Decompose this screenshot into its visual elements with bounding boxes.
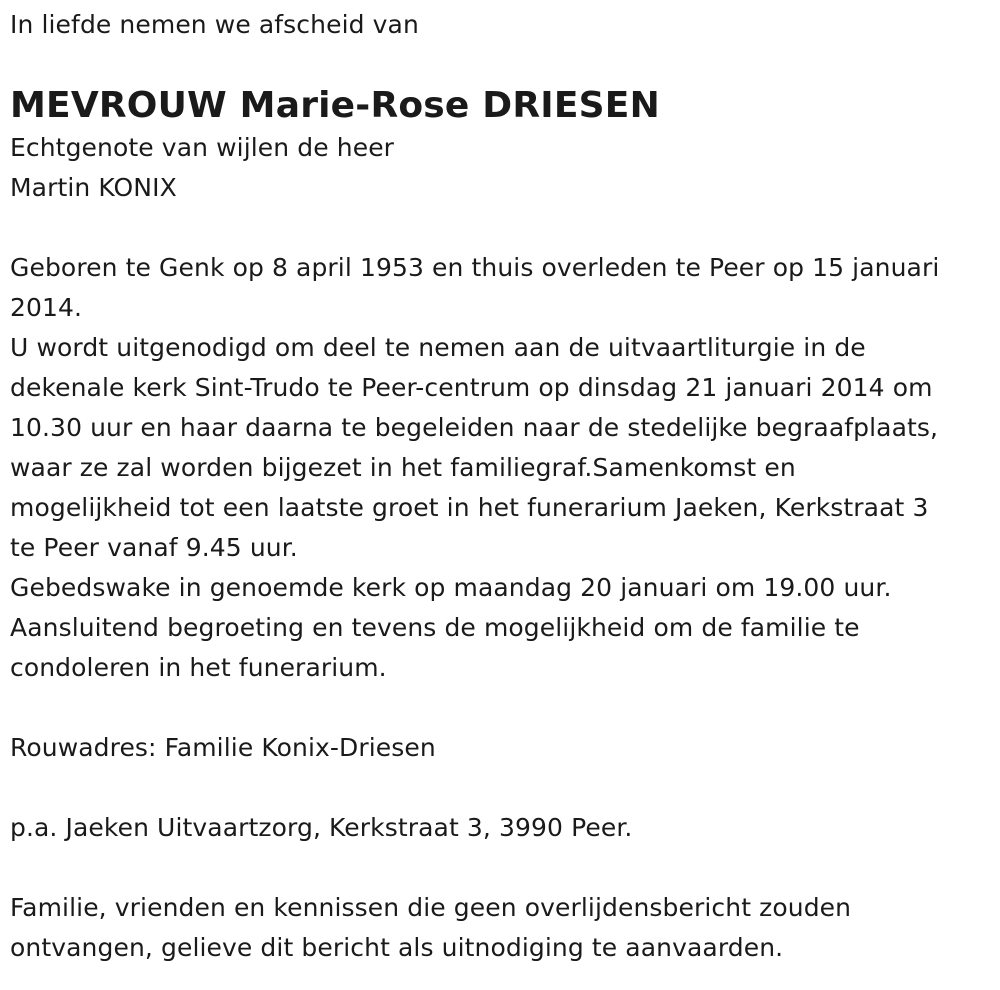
main-text-line: te Peer vanaf 9.45 uur.: [10, 533, 298, 562]
closing-block: [10, 888, 1000, 968]
spouse-line: Echtgenote van wijlen de heer: [10, 133, 395, 162]
spouse-line: Martin KONIX: [10, 173, 177, 202]
deceased-name: MEVROUW Marie-Rose DRIESEN: [10, 85, 660, 126]
closing-line: ontvangen, gelieve dit bericht als uitnodiging te aanvaarden.: [10, 933, 784, 962]
intro-text: In liefde nemen we afscheid van: [10, 10, 419, 39]
main-text-line: U wordt uitgenodigd om deel te nemen aan de uitvaartliturgie in de: [10, 333, 866, 362]
main-text-line: dekenale kerk Sint-Trudo te Peer-centrum op dinsdag 21 januari 2014 om: [10, 373, 933, 402]
rouwadres: Rouwadres: Familie Konix-Driesen: [10, 733, 436, 762]
main-text-line: 10.30 uur en haar daarna te begeleiden naar de stedelijke begraafplaats,: [10, 413, 939, 442]
pa-address: p.a. Jaeken Uitvaartzorg, Kerkstraat 3, 3990 Peer.: [10, 813, 633, 842]
main-text-line: mogelijkheid tot een laatste groet in het funerarium Jaeken, Kerkstraat 3: [10, 493, 929, 522]
spouse-block: [10, 128, 1000, 208]
main-text-block: [10, 248, 1000, 688]
main-text-line: 2014.: [10, 293, 83, 322]
main-text-line: condoleren in het funerarium.: [10, 653, 387, 682]
main-text-line: Gebedswake in genoemde kerk op maandag 20 januari om 19.00 uur.: [10, 573, 892, 602]
closing-line: Familie, vrienden en kennissen die geen overlijdensbericht zouden: [10, 893, 852, 922]
main-text-line: Aansluitend begroeting en tevens de mogelijkheid om de familie te: [10, 613, 860, 642]
main-text-line: Geboren te Genk op 8 april 1953 en thuis overleden te Peer op 15 januari: [10, 253, 940, 282]
main-text-line: waar ze zal worden bijgezet in het familiegraf.Samenkomst en: [10, 453, 796, 482]
